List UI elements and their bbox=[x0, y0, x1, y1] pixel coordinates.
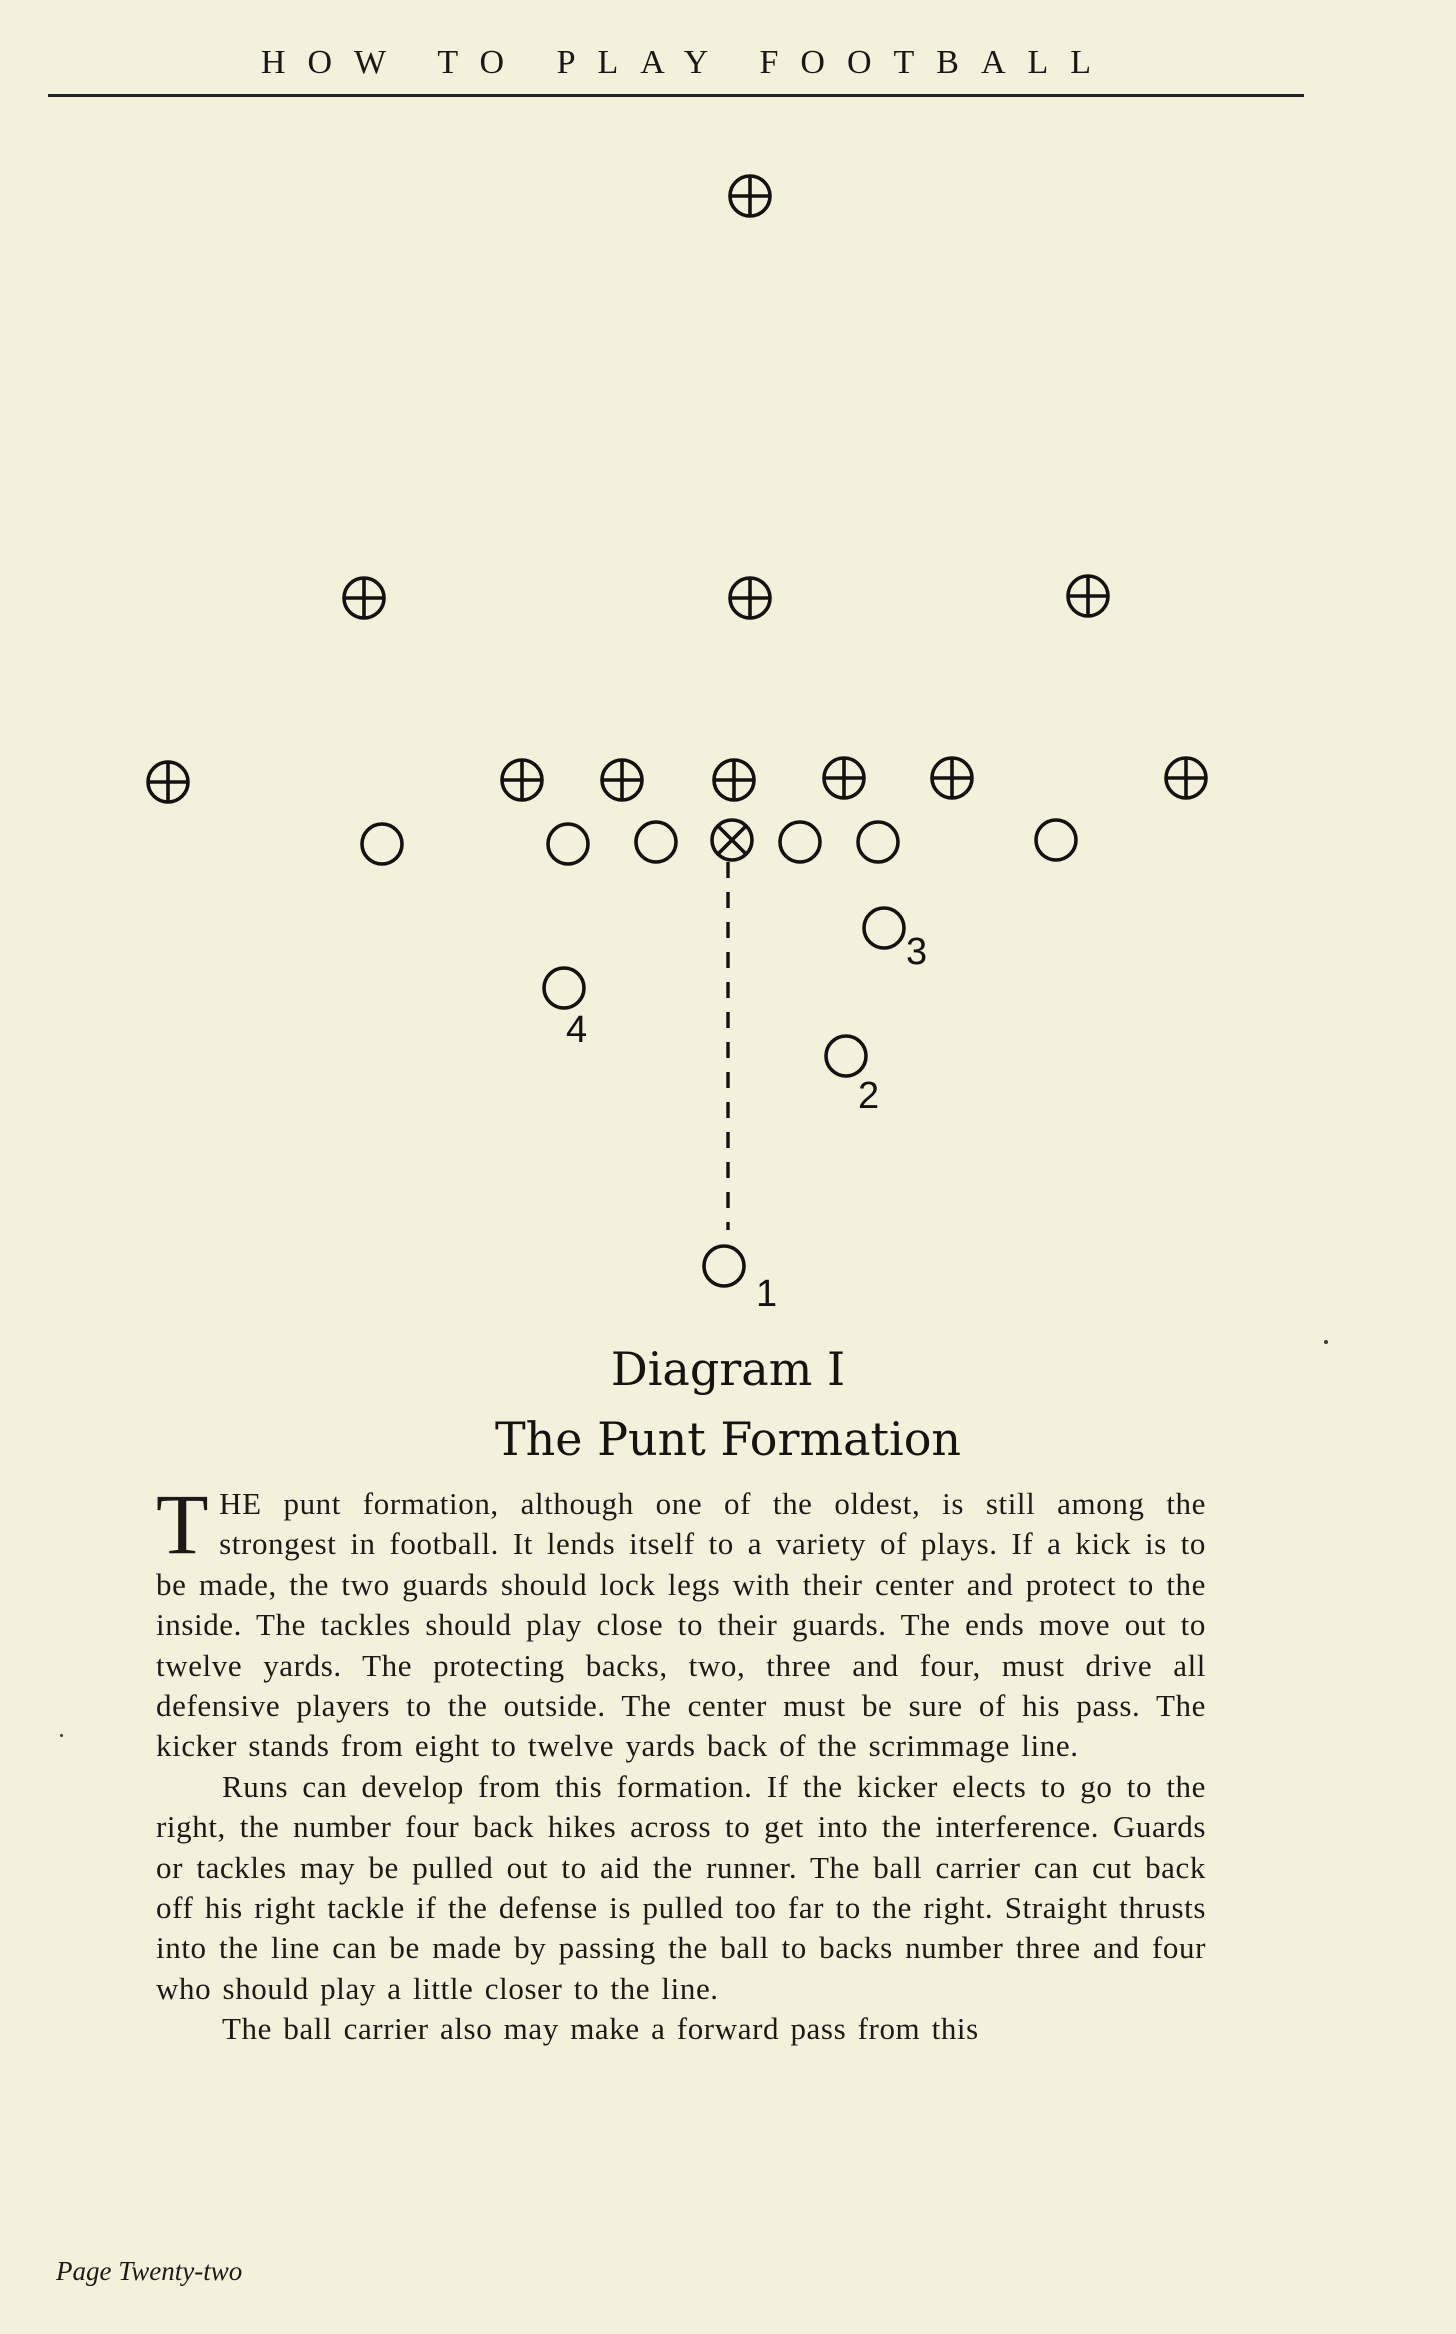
paragraph-1-text: HE punt formation, although one of the oldest, is still among the strongest in football. It lends itself to a variety of plays. If a kick is to be made, the two guards should lock legs with their center and protect to the inside. The tackles should play close to their guards. The ends move out to twelve yards. The protecting backs, two, three and four, must drive all defensive players to the outside. The center must be sure of his pass. The kicker stands from eight to twelve yards back of the scrimmage line. bbox=[156, 1486, 1206, 1764]
defense-safety bbox=[730, 176, 770, 216]
offense-right-guard bbox=[780, 822, 820, 862]
defense-backfield-center bbox=[730, 578, 770, 618]
back-number-2: 2 bbox=[858, 1075, 880, 1117]
back-number-3: 3 bbox=[906, 931, 928, 973]
defense-line-1 bbox=[502, 760, 542, 800]
defense-backfield-left bbox=[344, 578, 384, 618]
offense-center bbox=[712, 820, 752, 860]
defense-backfield-right bbox=[1068, 576, 1108, 616]
offense-left-end bbox=[362, 824, 402, 864]
paper-speck bbox=[1324, 1340, 1328, 1344]
defense-line-4 bbox=[824, 758, 864, 798]
back-3 bbox=[864, 908, 904, 948]
running-title: HOW TO PLAY FOOTBALL bbox=[260, 44, 1114, 81]
diagram-title: Diagram I bbox=[610, 1342, 846, 1396]
diagram-svg bbox=[0, 150, 1456, 1320]
punt-formation-diagram bbox=[0, 150, 1456, 1320]
back-2 bbox=[826, 1036, 866, 1076]
defense-line-end-right bbox=[1166, 758, 1206, 798]
page-number-footer: Page Twenty-two bbox=[56, 2256, 243, 2286]
offense-left-guard bbox=[636, 822, 676, 862]
paragraph-1 bbox=[156, 1476, 1206, 1767]
back-number-4: 4 bbox=[566, 1009, 588, 1051]
running-header bbox=[48, 38, 1304, 97]
body-text bbox=[156, 1476, 1206, 2050]
offense-right-end bbox=[1036, 820, 1076, 860]
defense-line-end-left bbox=[148, 762, 188, 802]
paragraph-3: The ball carrier also may make a forward pass from this bbox=[222, 2011, 979, 2047]
defense-line-5 bbox=[932, 758, 972, 798]
offense-left-tackle bbox=[548, 824, 588, 864]
drop-cap: T bbox=[156, 1476, 210, 1572]
offense-right-tackle bbox=[858, 822, 898, 862]
back-1-kicker bbox=[704, 1246, 744, 1286]
paper-speck bbox=[60, 1734, 63, 1737]
back-4 bbox=[544, 968, 584, 1008]
defense-line-3 bbox=[714, 760, 754, 800]
defense-line-2 bbox=[602, 760, 642, 800]
diagram-subtitle: The Punt Formation bbox=[494, 1412, 962, 1466]
back-number-1: 1 bbox=[756, 1273, 778, 1315]
paragraph-2: Runs can develop from this formation. If the kicker elects to go to the right, the number four back hikes across to get into the interference. Guards or tackles may be pulled out to aid the runner. The ball carrier can cut back off his right tackle if the defense is pulled too far to the right. Straight thrusts into the line can be made by passing the ball to backs number three and four who should play a little closer to the line. bbox=[156, 1768, 1206, 2006]
